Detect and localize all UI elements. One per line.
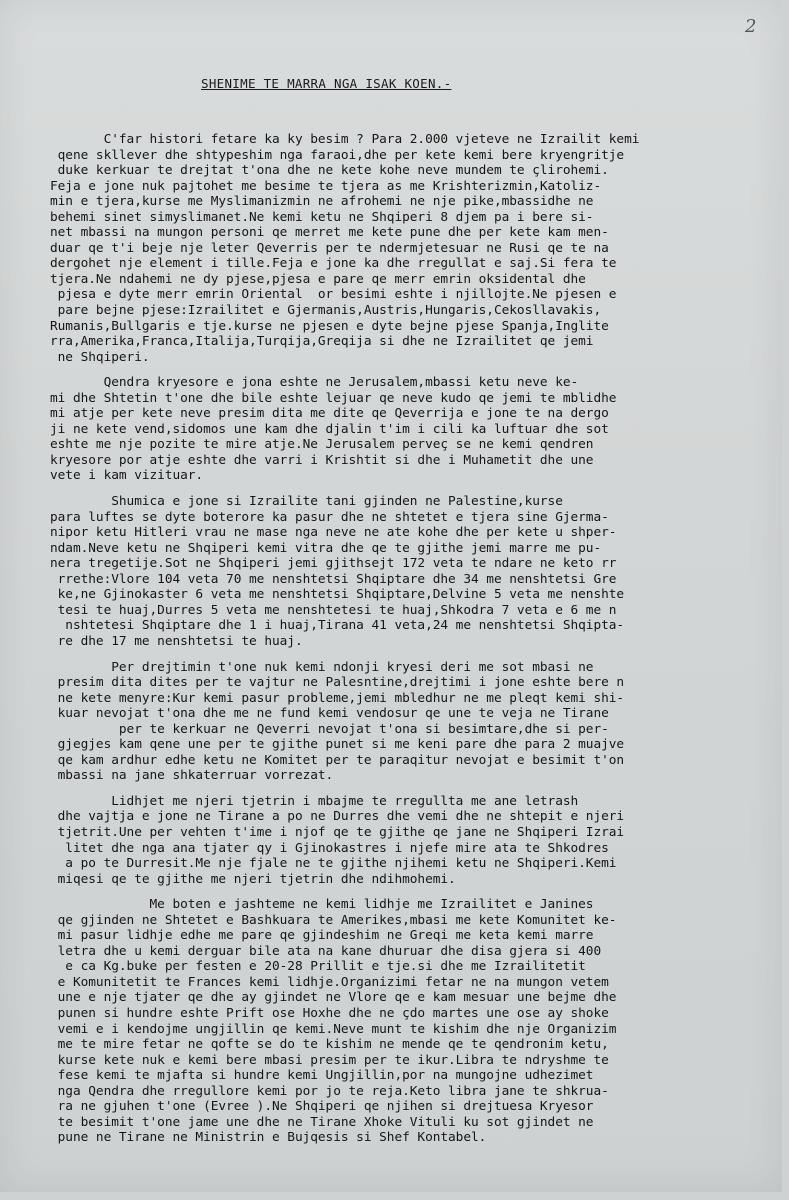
text-line: gjegjes kam qene une per te gjithe punet si me keni pare dhe para 2 muajve bbox=[50, 737, 625, 753]
text-line: nera tregetije.Sot ne Shqiperi jemi gjithsejt 172 veta te ndare ne keto rr bbox=[50, 556, 617, 572]
text-line: tjera.Ne ndahemi ne dy pjese,pjesa e pare qe merr emrin oksidental dhe bbox=[50, 271, 586, 287]
text-line: ne Shqiperi. bbox=[50, 349, 150, 365]
page-number: 2 bbox=[745, 16, 757, 37]
text-line: pjesa e dyte merr emrin Oriental or besimi eshte i njillojte.Ne pjesen e bbox=[50, 287, 617, 303]
text-line: mi dhe Shtetin t'one dhe bile eshte lejuar qe neve kudo qe jemi te mblidhe bbox=[50, 390, 617, 406]
paragraph-gap bbox=[50, 784, 789, 794]
text-line: rra,Amerika,Franca,Italija,Turqija,Greqija si dhe ne Izrailitet qe jemi bbox=[50, 334, 594, 350]
text-line: kuar nevojat t'ona dhe me ne fund kemi vendosur qe une te veja ne Tirane bbox=[50, 706, 609, 722]
document-title: SHENIME TE MARRA NGA ISAK KOEN.- bbox=[201, 76, 452, 91]
text-line: mi pasur lidhje edhe me pare qe gjindeshim ne Greqi me keta kemi marre bbox=[50, 928, 594, 944]
text-line: re dhe 17 me nenshtetsi te huaj. bbox=[50, 633, 303, 649]
text-line: vete i kam vizituar. bbox=[50, 468, 204, 484]
text-line: pune ne Tirane ne Ministrin e Bujqesis si Shef Kontabel. bbox=[50, 1130, 487, 1146]
text-line: net mbassi na mungon personi qe merret me kete pune dhe per kete kam men- bbox=[50, 225, 609, 241]
paragraph-gap bbox=[50, 887, 789, 897]
text-line: dergohet nje element i tille.Feja e jone ka dhe rregullat e saj.Si fera te bbox=[50, 256, 617, 272]
text-line: e ca Kg.buke per festen e 20-28 Prillit e tje.si dhe me Izrailitetit bbox=[50, 959, 586, 975]
paragraph bbox=[50, 897, 789, 1146]
text-line: rrethe:Vlore 104 veta 70 me nenshtetsi Shqiptare dhe 34 me nenshtetsi Gre bbox=[50, 571, 617, 587]
text-line: kryesore por atje eshte dhe varri i Krishtit si dhe i Muhametit dhe une bbox=[50, 452, 594, 468]
paragraph bbox=[50, 660, 789, 784]
text-line: tjetrit.Une per vehten t'ime i njof qe te gjithe qe jane ne Shqiperi Izrai bbox=[50, 824, 625, 840]
text-line: te besimit t'one jame une dhe ne Tirane Xhoke Vituli ku sot gjindet ne bbox=[50, 1114, 594, 1130]
text-line: punen si hundre eshte Prift ose Hoxhe dhe ne çdo martes une ose ay shoke bbox=[50, 1005, 609, 1021]
text-line: une e nje tjater qe dhe ay gjindet ne Vlore qe e kam mesuar une bejme dhe bbox=[50, 990, 617, 1006]
text-line: me te mire fetar ne qofte se do te kishim ne mende qe te qendronim ketu, bbox=[50, 1037, 609, 1053]
text-line: qene skllever dhe shtypeshim nga faraoi,dhe per kete kemi bere kryengritje bbox=[50, 147, 625, 163]
text-line: ne kete menyre:Kur kemi pasur probleme,jemi mbledhur ne me pleqt kemi shi- bbox=[50, 690, 625, 706]
text-line: nga Qendra dhe rregullore kemi por jo te reja.Keto libra jane te shkrua- bbox=[50, 1083, 609, 1099]
text-line: Per drejtimin t'one nuk kemi ndonji kryesi deri me sot mbasi ne bbox=[50, 659, 594, 675]
text-line: miqesi qe te gjithe me njeri tjetrin dhe ndihmohemi. bbox=[50, 871, 456, 887]
paragraph-gap bbox=[50, 365, 789, 375]
text-line: qe kam ardhur edhe ketu ne Komitet per te paraqitur nevojat e besimit t'on bbox=[50, 752, 625, 768]
paragraph-gap bbox=[50, 484, 789, 494]
text-line: per te kerkuar ne Qeverri nevojat t'ona si besimtare,dhe si per- bbox=[50, 721, 609, 737]
text-line: kurse kete nuk e kemi bere mbasi presim per te ikur.Libra te ndryshme te bbox=[50, 1052, 609, 1068]
text-line: fese kemi te mjafta si hundre kemi Ungjillin,por na mungojne udhezimet bbox=[50, 1068, 594, 1084]
paragraph bbox=[50, 794, 789, 887]
paragraph bbox=[50, 132, 789, 365]
text-line: e Komunitetit te Frances kemi lidhje.Organizimi fetar ne na mungon vetem bbox=[50, 974, 609, 990]
text-line: eshte me nje pozite te mire atje.Ne Jerusalem perveç se ne kemi qendren bbox=[50, 437, 594, 453]
text-line: Shumica e jone si Izrailite tani gjinden ne Palestine,kurse bbox=[50, 494, 563, 510]
text-line: para luftes se dyte boterore ka pasur dhe ne shtetet e tjera sine Gjerma- bbox=[50, 509, 609, 525]
text-line: ke,ne Gjinokaster 6 veta me nenshtetsi Shqiptare,Delvine 5 veta me nenshte bbox=[50, 587, 625, 603]
text-line: duke kerkuar te drejtat t'ona dhe ne kete kohe neve mundem te çlirohemi. bbox=[50, 163, 609, 179]
text-line: litet dhe nga ana tjater qy i Gjinokastres i njefe mire ata te Shkodres bbox=[50, 840, 609, 856]
text-line: dhe vajtja e jone ne Tirane a po ne Durres dhe vemi dhe ne shtepit e njeri bbox=[50, 809, 625, 825]
text-line: behemi sinet simyslimanet.Ne kemi ketu ne Shqiperi 8 djem pa i bere si- bbox=[50, 209, 594, 225]
text-line: Me boten e jashteme ne kemi lidhje me Izrailitet e Janines bbox=[50, 897, 594, 913]
text-line: qe gjinden ne Shtetet e Bashkuara te Amerikes,mbasi me kete Komunitet ke- bbox=[50, 912, 617, 928]
text-line: min e tjera,kurse me Myslimanizmin ne afrohemi ne nje pike,mbassidhe ne bbox=[50, 194, 594, 210]
text-line: a po te Durresit.Me nje fjale ne te gjithe njihemi ketu ne Shqiperi.Kemi bbox=[50, 856, 617, 872]
text-line: mi atje per kete neve presim dita me dite qe Qeverrija e jone te na dergo bbox=[50, 406, 609, 422]
text-line: C'far histori fetare ka ky besim ? Para 2.000 vjeteve ne Izrailit kemi bbox=[50, 132, 640, 147]
text-line: tesi te huaj,Durres 5 veta me nenshtetesi te huaj,Shkodra 7 veta e 6 me n bbox=[50, 602, 617, 618]
text-line: ndam.Neve ketu ne Shqiperi kemi vitra dhe qe te gjithe jemi marre me pu- bbox=[50, 540, 602, 556]
text-line: Rumanis,Bullgaris e tje.kurse ne pjesen e dyte bejne pjese Spanja,Inglite bbox=[50, 318, 609, 334]
paragraph-gap bbox=[50, 650, 789, 660]
text-line: vemi e i kendojme ungjillin qe kemi.Neve munt te kishim dhe nje Organizim bbox=[50, 1021, 617, 1037]
text-line: Qendra kryesore e jona eshte ne Jerusalem,mbassi ketu neve ke- bbox=[50, 375, 579, 391]
paragraph bbox=[50, 375, 789, 484]
text-line: duar qe t'i beje nje leter Qeverris per te ndermjetesuar ne Rusi qe te na bbox=[50, 240, 609, 256]
document-body bbox=[50, 132, 789, 1146]
text-line: pare bejne pjese:Izrailitet e Gjermanis,Austris,Hungaris,Cekosllavakis, bbox=[50, 303, 602, 319]
paragraph bbox=[50, 494, 789, 649]
text-line: nipor ketu Hitleri vrau ne mase nga neve ne ate kohe dhe per kete u shper- bbox=[50, 525, 617, 541]
text-line: ra ne gjuhen t'one (Evree ).Ne Shqiperi qe njihen si drejtuesa Kryesor bbox=[50, 1099, 594, 1115]
text-line: letra dhe u kemi derguar bile ata na kane dhuruar dhe disa gjera si 400 bbox=[50, 943, 602, 959]
text-line: Feja e jone nuk pajtohet me besime te tjera as me Krishterizmin,Katoliz- bbox=[50, 178, 602, 194]
text-line: nshtetesi Shqiptare dhe 1 i huaj,Tirana 41 veta,24 me nenshtetsi Shqipta- bbox=[50, 618, 625, 634]
text-line: mbassi na jane shkaterruar vorrezat. bbox=[50, 768, 334, 784]
text-line: ji ne kete vend,sidomos une kam dhe djalin t'im i cili ka luftuar dhe sot bbox=[50, 421, 609, 437]
text-line: Lidhjet me njeri tjetrin i mbajme te rregullta me ane letrash bbox=[50, 793, 579, 809]
text-line: presim dita dites per te vajtur ne Palesntine,drejtimi i jone eshte bere n bbox=[50, 675, 625, 691]
